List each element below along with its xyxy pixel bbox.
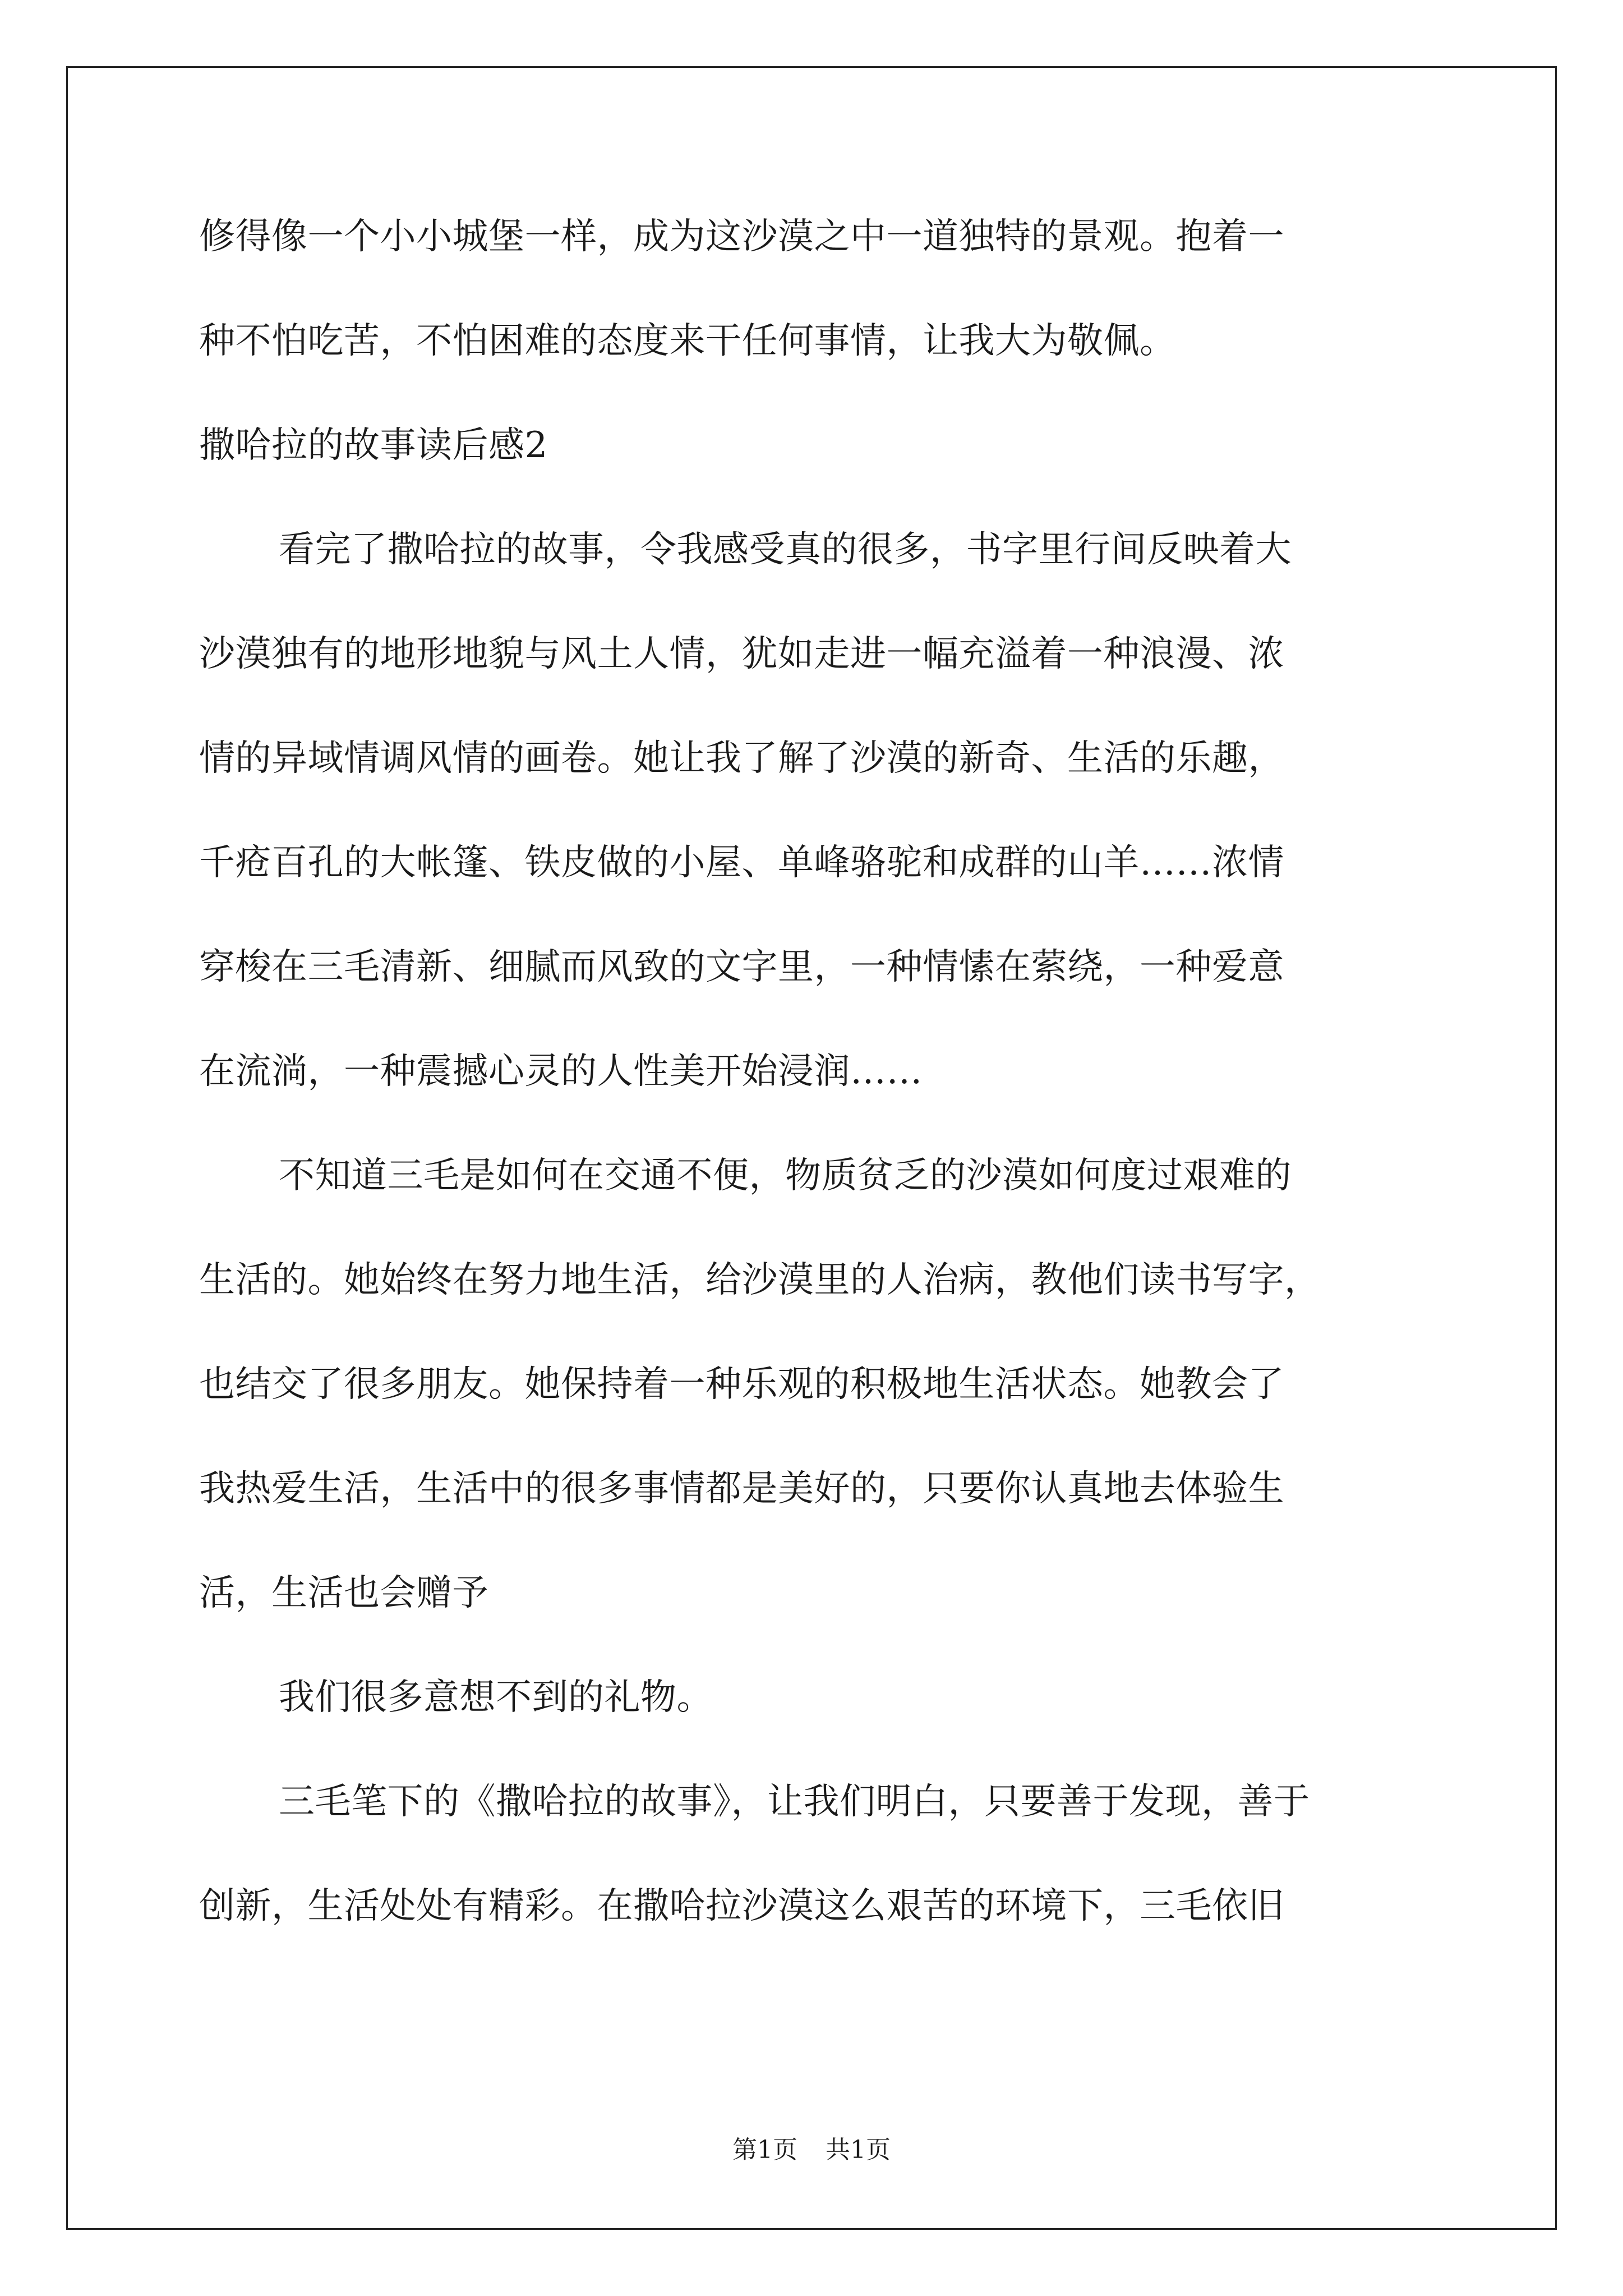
text-line: 沙漠独有的地形地貌与风土人情，犹如走进一幅充溢着一种浪漫、浓 bbox=[199, 633, 1284, 675]
paragraph-start: 我们很多意想不到的礼物。 bbox=[279, 1677, 713, 1718]
text-line: 也结交了很多朋友。她保持着一种乐观的积极地生活状态。她教会了 bbox=[199, 1364, 1284, 1405]
text-line: 我热爱生活，生活中的很多事情都是美好的，只要你认真地去体验生 bbox=[199, 1468, 1284, 1510]
text-line: 在流淌，一种震撼心灵的人性美开始浸润…… bbox=[199, 1051, 923, 1092]
text-line: 情的异域情调风情的画卷。她让我了解了沙漠的新奇、生活的乐趣， bbox=[199, 738, 1284, 779]
page-number-current: 第1页 bbox=[732, 2136, 797, 2164]
paragraph-start: 不知道三毛是如何在交通不便，物质贫乏的沙漠如何度过艰难的 bbox=[279, 1155, 1292, 1197]
text-line: 修得像一个小小城堡一样，成为这沙漠之中一道独特的景观。抱着一 bbox=[199, 216, 1284, 257]
text-line: 生活的。她始终在努力地生活，给沙漠里的人治病，教他们读书写字， bbox=[199, 1259, 1321, 1301]
paragraph-start: 看完了撒哈拉的故事，令我感受真的很多，书字里行间反映着大 bbox=[279, 529, 1292, 570]
text-line: 穿梭在三毛清新、细腻而风致的文字里，一种情愫在萦绕，一种爱意 bbox=[199, 946, 1284, 988]
page-footer bbox=[0, 2134, 1623, 2166]
text-line: 千疮百孔的大帐篷、铁皮做的小屋、单峰骆驼和成群的山羊……浓情 bbox=[199, 842, 1284, 884]
text-line: 创新，生活处处有精彩。在撒哈拉沙漠这么艰苦的环境下，三毛依旧 bbox=[199, 1885, 1284, 1927]
paragraph-start: 三毛笔下的《撒哈拉的故事》，让我们明白，只要善于发现，善于 bbox=[279, 1781, 1310, 1823]
section-heading: 撒哈拉的故事读后感2 bbox=[199, 425, 548, 466]
text-line: 种不怕吃苦，不怕困难的态度来干任何事情，让我大为敬佩。 bbox=[199, 320, 1176, 362]
text-line: 活，生活也会赠予 bbox=[199, 1572, 488, 1614]
page-number-total: 共1页 bbox=[826, 2136, 891, 2164]
